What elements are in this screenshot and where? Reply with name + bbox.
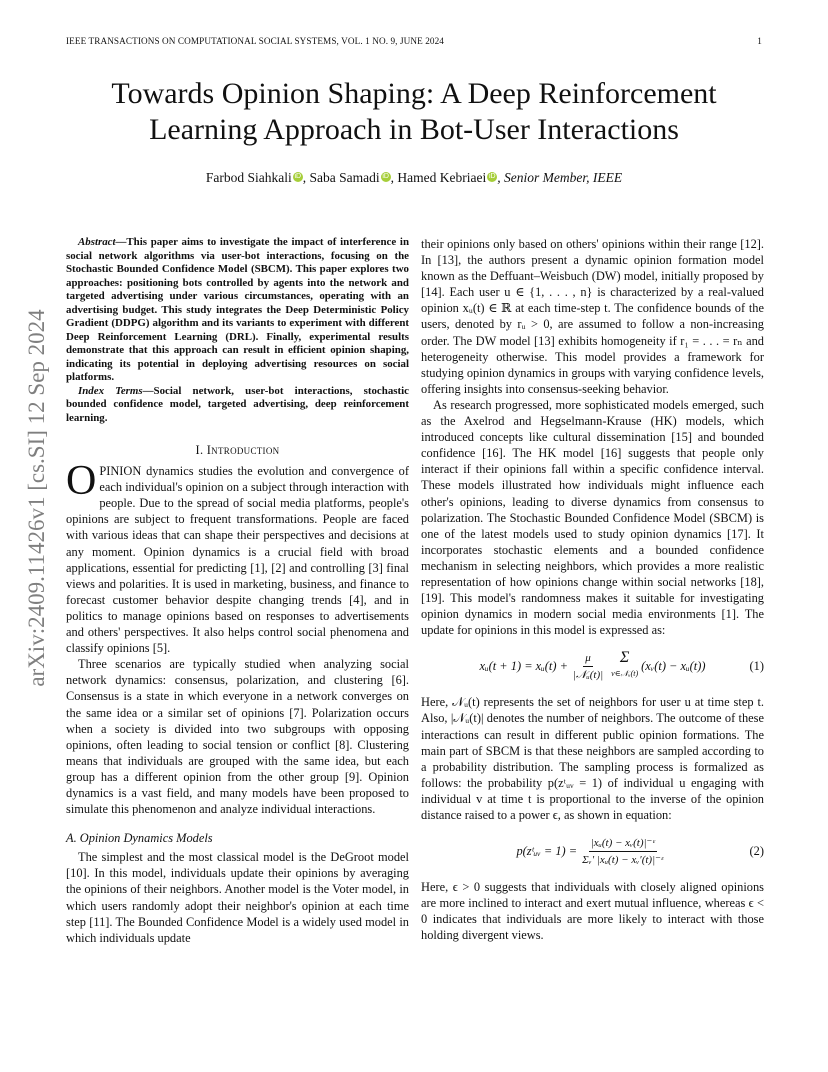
- eq1-lhs: xᵤ(t + 1) = xᵤ(t) +: [479, 659, 568, 674]
- author-3: , Hamed Kebriaei: [390, 170, 487, 185]
- eq1-sum: [611, 650, 638, 682]
- running-header: [66, 36, 762, 46]
- index-terms-label: Index Terms: [78, 384, 143, 397]
- eq1-sum-index: v∈𝒩ᵤ(t): [611, 669, 639, 679]
- section-heading-introduction: I. Introduction: [195, 443, 280, 457]
- right-paragraph-2: As research progressed, more sophisticated models emerged, such as the Axelrod and Hegselmann-Krause (HK) models, which introduced concepts like cultural dissemination [15] and bounded confidence [16]. The HK model [16] suggests that people only interact if their opinions fall within a specific confidence interval. These models illustrated how individuals might influence each other's opinions, leading to diverse dynamics from consensus to polarization. The Stochastic Bounded Confidence Model (SBCM) is one of the latest models used to study opinion dynamics [17]. It incorporates stochastic elements and a bounded confidence mechanism in selecting neighbors, which provides a more realistic representation of how opinions change within social networks [18], [19]. This model's randomness makes it suitable for investigating opinion dynamics in modern social media environments [1]. The update for opinions in this model is expressed as:: [421, 397, 764, 638]
- eq1-rhs: (xᵥ(t) − xᵤ(t)): [641, 659, 706, 674]
- author-list: [60, 170, 768, 186]
- subsection-heading-opinion-models: A. Opinion Dynamics Models: [66, 831, 213, 846]
- abstract-label: Abstract: [78, 236, 116, 248]
- title-line-1: Towards Opinion Shaping: A Deep Reinforcement: [111, 77, 717, 110]
- models-paragraph-1: The simplest and the most classical model is the DeGroot model [10]. In this model, individuals update their opinions by averaging the opinions of their neighbors. Another model is the Voter model, in which users randomly adopt their neighbor's opinion at each time step [11]. The Bounded Confidence Model is a widely used model in which individuals update: [66, 850, 409, 945]
- right-paragraph-3: Here, 𝒩ᵤ(t) represents the set of neighbors for user u at time step t. Also, |𝒩ᵤ(t)| denotes the number of neighbors. The outcome of these interactions can result in different public opinion formations. The main part of SBCM is that these neighbors are sampled according to a probability distribution. The sampling process is formalized as follows: the probability p(zᵗᵤᵥ = 1) of individual u engaging with individual v at time t is proportional to the inverse of the opinion distance raised to a power ϵ, as shown in equation:: [421, 695, 764, 822]
- intro-paragraph-2: Three scenarios are typically studied when analyzing social network dynamics: consensus, polarization, and clustering [6]. Consensus is a state in which everyone in a network converges on the same idea or a similar set of opinions [7]. Polarization occurs when a society is divided into two subgroups with opposing opinions, often leading to social tension or conflict [8]. Clustering means that individuals are grouped with the same idea, but each group has a different opinion from the other group [9]. Opinion dynamics is a vast field, and many models have been proposed to simulate this phenomenon and analyze individual interactions.: [66, 657, 409, 817]
- equation-2: [421, 832, 764, 870]
- eq2-denominator: Σᵥ′ |xᵤ(t) − xᵥ′(t)|⁻ᵋ: [582, 853, 664, 866]
- eq1-fraction: [571, 650, 605, 683]
- orcid-icon[interactable]: iD: [488, 173, 496, 180]
- index-terms: [66, 385, 409, 426]
- eq1-sum-symbol: Σ: [619, 649, 630, 667]
- eq2-fraction: [580, 835, 665, 868]
- index-terms-text: —Social network, user-bot interactions, stochastic bounded confidence model, targeted advertising, deep reinforcement learning.: [66, 384, 409, 424]
- right-paragraph-4: Here, ϵ > 0 suggests that individuals with closely aligned opinions are more inclined to interact and exert mutual influence, whereas ϵ < 0 indicates that individuals are more likely to interact with those holding divergent views.: [421, 880, 764, 943]
- title-line-2: Learning Approach in Bot-User Interactions: [149, 113, 679, 146]
- eq2-lhs: p(zᵗᵤᵥ = 1) =: [516, 844, 578, 859]
- arxiv-stamp: [22, 300, 52, 700]
- orcid-icon[interactable]: iD: [294, 173, 302, 180]
- paper-title: [60, 76, 768, 148]
- right-column: [421, 236, 764, 943]
- author-2: , Saba Samadi: [302, 170, 380, 185]
- orcid-icon[interactable]: iD: [382, 173, 389, 180]
- eq2-label: (2): [749, 844, 764, 859]
- intro-paragraph-1: [66, 458, 409, 656]
- author-1: Farbod Siahkali: [205, 170, 292, 185]
- arxiv-stamp-text: arXiv:2409.11426v1 [cs.SI] 12 Sep 2024: [24, 309, 49, 687]
- author-suffix: , Senior Member, IEEE: [497, 170, 623, 185]
- eq1-numerator: μ: [583, 650, 593, 667]
- eq1-label: (1): [749, 659, 764, 674]
- equation-1: [421, 647, 764, 685]
- page-number: 1: [757, 36, 762, 46]
- eq1-denominator: |𝒩ᵤ(t)|: [572, 668, 604, 681]
- right-paragraph-1: their opinions only based on others' opinions within their range [12]. In [13], the authors present a dynamic opinion formation model known as the Deffuant–Weisbuch (DW) model, initially proposed by [14]. Each user u ∈ {1, . . . , n} is characterized by a real-valued opinion xᵤ(t) ∈ ℝ at each time-step t. The confidence bounds of the users, denoted by rᵤ > 0, are assumed to follow a non-increasing order. The DW model [13] exhibits homogeneity if r₁ = . . . = rₙ and heterogeneity otherwise. This model provides a framework for studying opinion dynamics in groups with varying confidence levels, offering insights into consensus-seeking behavior.: [421, 237, 764, 396]
- abstract: [66, 236, 409, 385]
- eq2-numerator: |xᵤ(t) − xᵥ(t)|⁻ᵋ: [589, 835, 657, 852]
- intro-paragraph-1-text: PINION dynamics studies the evolution and convergence of each individual's opinion on a subject through interaction with people. Due to the spread of social media platforms, people's opinions are subject to frequent transformations. People are faced with various ideas that can shape their perspectives and decisions at any moment. Opinion dynamics is a crucial field with broad applications, essential for predicting [1], [2] and controlling [3] final views and polarities. It is used in marketing, business, and finance to forecast customer behavior despite changing trends [4], and in politics to manage opinions based on responses to advertisements and others' perspectives. It also helps control social phenomena and classify opinions [5].: [66, 464, 409, 656]
- journal-name: IEEE TRANSACTIONS ON COMPUTATIONAL SOCIAL SYSTEMS, VOL. 1 NO. 9, JUNE 2024: [66, 36, 444, 46]
- left-column: [66, 236, 409, 946]
- drop-cap: O: [66, 458, 97, 505]
- abstract-text: —This paper aims to investigate the impact of interference in social network algorithms via user-bot interactions, focusing on the Stochastic Bounded Confidence Model (SBCM). This paper explores two approaches: positioning bots controlled by agents into the network and targeted advertising under various circumstances, operating with an advertising budget. This study integrates the Deep Deterministic Policy Gradient (DDPG) algorithm and its variants to experiment with different Deep Reinforcement Learning (DRL). Finally, experimental results demonstrate that this approach can result in efficient opinion shaping, indicating its potential in deploying advertising resources on social platforms.: [66, 236, 409, 383]
